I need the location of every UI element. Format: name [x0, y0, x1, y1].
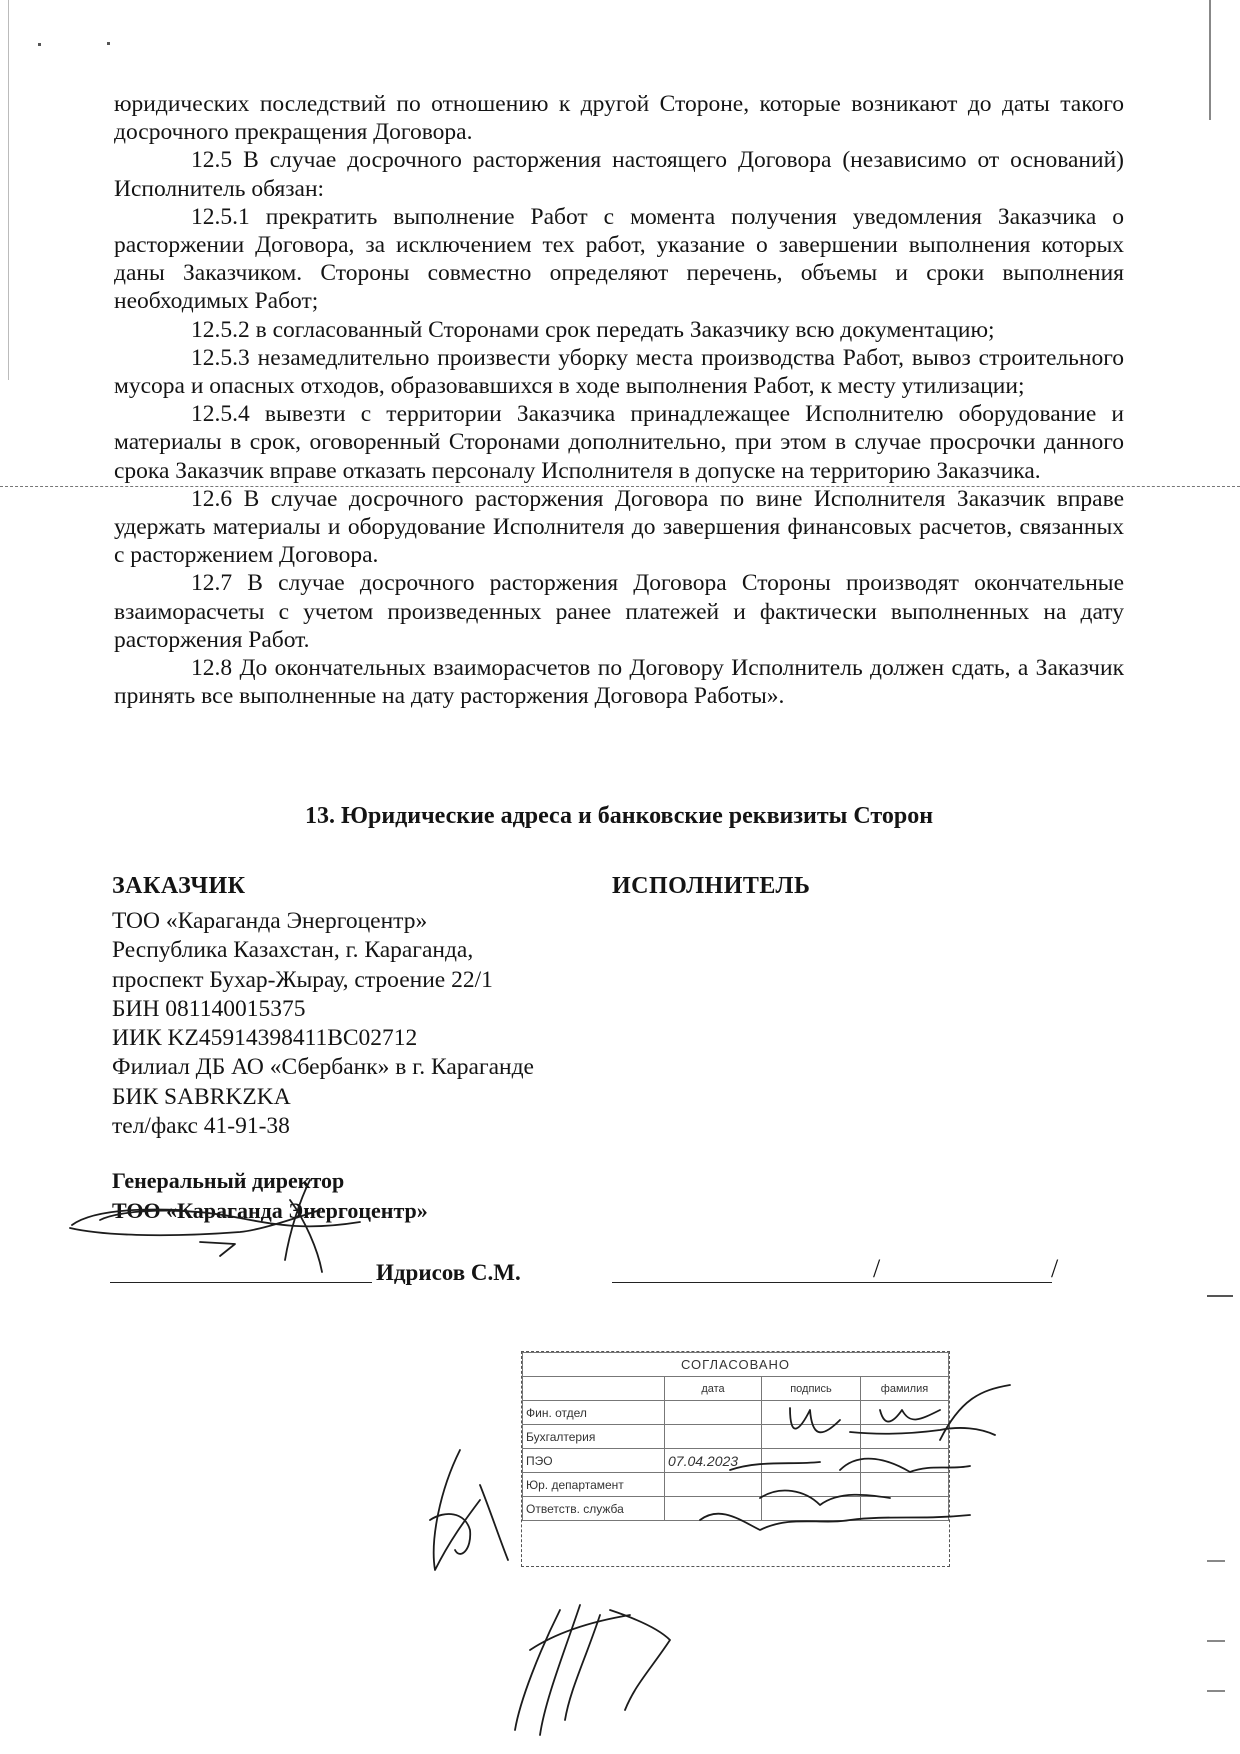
paragraph: 12.5.1 прекратить выполнение Работ с момента получения уведомления Заказчика о расторжении Договора, за исключением тех работ, указание о завершении выполнения которых даны Заказчиком. Стороны совместно определяют перечень, объемы и сроки выполнения необходимых Работ;	[114, 203, 1124, 315]
requisite-line: ИИК KZ45914398411BC02712	[112, 1025, 418, 1052]
signer-title: Генеральный директор	[112, 1168, 345, 1193]
scan-edge	[8, 0, 9, 380]
paragraph: 12.6 В случае досрочного расторжения Договора по вине Исполнителя Заказчик вправе удержать материалы и оборудование Исполнителя до завершения финансовых расчетов, связанных с расторжением Договора.	[114, 485, 1124, 569]
paragraph: 12.8 До окончательных взаиморасчетов по Договору Исполнитель должен сдать, а Заказчик принять все выполненные на дату расторжения Договора Работы».	[114, 655, 1124, 710]
contractor-signature-line	[612, 1282, 1052, 1283]
stamp-dept: Фин. отдел	[523, 1401, 665, 1425]
scan-edge	[1207, 1690, 1225, 1692]
stamp-title: СОГЛАСОВАНО	[523, 1353, 949, 1377]
paragraph: 12.7 В случае досрочного расторжения Договора Стороны производят окончательные взаиморасчеты с учетом произведенных ранее платежей и фактически выполненных на дату расторжения Работ.	[114, 570, 1124, 653]
customer-signature-line	[110, 1282, 372, 1283]
paragraph: 12.5.3 незамедлительно произвести уборку места производства Работ, вывоз строительного мусора и опасных отходов, образовавшихся в ходе выполнения Работ, к месту утилизации;	[114, 344, 1124, 400]
stamp-dept: Ответств. служба	[523, 1497, 665, 1521]
scan-edge	[1207, 1295, 1233, 1297]
paragraph: юридических последствий по отношению к другой Стороне, которые возникают до даты такого досрочного прекращения Договора.	[114, 91, 1124, 146]
contractor-heading: ИСПОЛНИТЕЛЬ	[612, 873, 811, 899]
requisite-line: БИК SABRKZKA	[112, 1083, 291, 1110]
scan-dot	[38, 43, 41, 46]
stamp-date: 07.04.2023	[665, 1449, 762, 1473]
requisite-line: тел/факс 41-91-38	[112, 1113, 290, 1140]
requisite-line: Филиал ДБ АО «Сбербанк» в г. Караганде	[112, 1054, 534, 1081]
paragraph: 12.5.4 вывезти с территории Заказчика принадлежащее Исполнителю оборудование и материалы в срок, оговоренный Сторонами дополнительно, при этом в случае просрочки данного срока Заказчик вправе отказать персоналу Исполнителя в допуске на территорию Заказчика.	[114, 401, 1124, 484]
handwritten-signature-icon	[500, 1590, 690, 1740]
signer-name: Идрисов С.М.	[376, 1260, 521, 1285]
stamp-dept: Бухгалтерия	[523, 1425, 665, 1449]
customer-requisites	[112, 907, 534, 1141]
stamp-col-date: дата	[665, 1377, 762, 1401]
scan-edge	[1207, 1560, 1225, 1562]
handwritten-signature-icon	[410, 1440, 530, 1580]
paragraph: 12.5 В случае досрочного расторжения настоящего Договора (независимо от оснований) Исполнитель обязан:	[114, 147, 1124, 202]
stamp-col-signature: подпись	[762, 1377, 861, 1401]
contract-text	[114, 90, 1124, 710]
contractor-slash-2: /	[1051, 1254, 1059, 1283]
contractor-slash-1: /	[873, 1254, 881, 1283]
customer-heading: ЗАКАЗЧИК	[112, 873, 246, 899]
requisite-line: проспект Бухар-Жырау, строение 22/1	[112, 966, 493, 993]
requisite-line: ТОО «Караганда Энергоцентр»	[112, 908, 428, 934]
signer-company: ТОО «Караганда Энергоцентр»	[112, 1198, 428, 1223]
stamp-dept: Юр. департамент	[523, 1473, 665, 1497]
scan-edge	[1207, 1640, 1225, 1642]
scan-edge	[1209, 0, 1211, 120]
requisite-line: БИН 081140015375	[112, 995, 306, 1022]
director-signature-icon	[60, 1160, 420, 1280]
requisite-line: Республика Казахстан, г. Караганда,	[112, 937, 474, 964]
scan-dot	[107, 42, 110, 45]
section-title: 13. Юридические адреса и банковские реквизиты Сторон	[304, 803, 934, 829]
paragraph: 12.5.2 в согласованный Сторонами срок передать Заказчику всю документацию;	[191, 316, 995, 343]
approver-signatures-icon	[640, 1380, 1020, 1550]
stamp-dept: ПЭО	[523, 1449, 665, 1473]
stamp-col-surname: фамилия	[861, 1377, 949, 1401]
